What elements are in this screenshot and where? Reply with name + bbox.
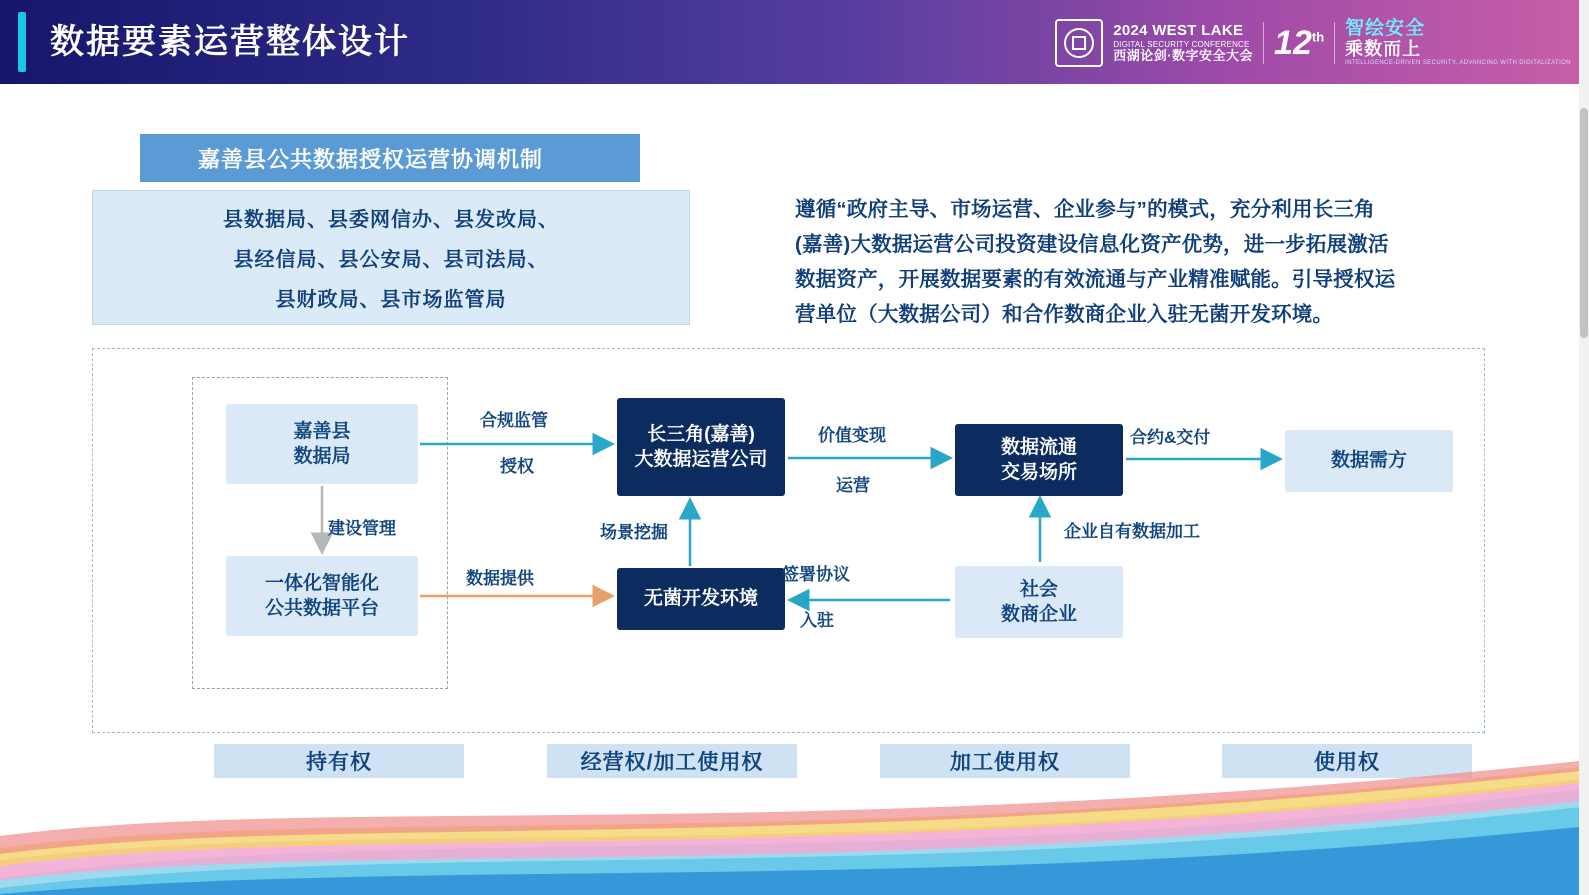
node-line-1: 社会: [1019, 578, 1058, 600]
slide-header: [0, 0, 1589, 84]
conference-logo-text: [1113, 22, 1253, 63]
slogan-line3: INTELLIGENCE-DRIVEN SECURITY, ADVANCING WITH DIGITALIZATION: [1345, 60, 1571, 67]
node-bigdata-operating-company[interactable]: [617, 398, 785, 496]
edge-label-authorize: 授权: [500, 457, 534, 476]
coordination-member-line: 县财政局、县市场监管局: [275, 289, 507, 311]
scrollbar-thumb[interactable]: [1580, 108, 1588, 338]
conference-logo: [1055, 14, 1571, 72]
edge-label-scene-mining: 场景挖掘: [600, 523, 668, 542]
edge-label-sign-agreement: 签署协议: [782, 565, 850, 584]
node-line-1: 数据需方: [1330, 450, 1407, 472]
intro-line-1: 遵循“政府主导、市场运营、企业参与”的模式，充分利用长三角: [795, 198, 1375, 221]
decorative-swoosh: [0, 760, 1589, 895]
node-line-1: 一体化智能化: [264, 572, 379, 594]
node-data-trading-venue[interactable]: [955, 424, 1123, 496]
vertical-scrollbar[interactable]: [1579, 0, 1589, 895]
node-line-2: 数商企业: [1000, 604, 1077, 625]
node-sterile-dev-environment[interactable]: [617, 568, 785, 630]
intro-line-3: 数据资产，开展数据要素的有效流通与产业精准赋能。引导授权运: [795, 268, 1396, 291]
node-social-data-enterprises[interactable]: [955, 566, 1123, 638]
logo-divider: [1263, 22, 1264, 64]
edge-label-value-realize: 价值变现: [818, 426, 886, 445]
slogan-line2: 乘数而上: [1345, 39, 1422, 60]
node-county-data-bureau[interactable]: [226, 404, 418, 484]
node-line-2: 公共数据平台: [264, 598, 379, 619]
edge-label-enter: 入驻: [800, 611, 834, 630]
node-line-2: 数据局: [293, 446, 351, 467]
node-line-2: 交易场所: [1000, 462, 1077, 483]
intro-paragraph: [795, 192, 1485, 332]
slogan-line1: 智绘安全: [1345, 18, 1426, 40]
edge-label-compliance: 合规监管: [480, 411, 548, 430]
edge-label-data-provide: 数据提供: [466, 569, 534, 588]
edge-label-operate: 运营: [836, 476, 870, 495]
intro-line-4: 营单位（大数据公司）和合作数商企业入驻无菌开发环境。: [795, 303, 1334, 326]
coordination-member-line: 县经信局、县公安局、县司法局、: [233, 249, 549, 271]
rights-chip: 经营权/加工使用权: [547, 744, 797, 778]
conference-slogan: [1345, 19, 1571, 66]
logo-divider-2: [1334, 22, 1335, 64]
conference-logo-en: 2024 WEST LAKE: [1113, 22, 1244, 40]
coordination-member-line: 县数据局、县委网信办、县发改局、: [223, 209, 559, 231]
intro-line-2: (嘉善)大数据运营公司投资建设信息化资产优势，进一步拓展激活: [795, 233, 1389, 256]
conference-emblem-icon: [1055, 19, 1103, 67]
node-line-2: 大数据运营公司: [634, 449, 768, 470]
rights-chip: 加工使用权: [880, 744, 1130, 778]
header-accent-bar: [18, 12, 26, 72]
coordination-members: [92, 190, 690, 325]
rights-chip: 使用权: [1222, 744, 1472, 778]
page-title: 数据要素运营整体设计: [50, 23, 410, 61]
coordination-title: 嘉善县公共数据授权运营协调机制: [140, 134, 640, 182]
conference-edition: 12th: [1274, 24, 1325, 62]
rights-chip: 持有权: [214, 744, 464, 778]
node-line-1: 嘉善县: [293, 420, 351, 442]
node-line-1: 无菌开发环境: [643, 588, 758, 610]
node-line-1: 长三角(嘉善): [647, 423, 755, 445]
node-public-data-platform[interactable]: [226, 556, 418, 636]
node-line-1: 数据流通: [1000, 436, 1077, 458]
conference-logo-sub-en: DIGITAL SECURITY CONFERENCE: [1113, 39, 1250, 49]
edge-label-contract-delivery: 合约&交付: [1130, 428, 1211, 447]
edge-label-build-manage: 建设管理: [328, 519, 396, 538]
node-data-demander[interactable]: [1285, 430, 1453, 492]
conference-logo-cn: 西湖论剑·数字安全大会: [1113, 47, 1254, 63]
edge-label-self-process: 企业自有数据加工: [1064, 522, 1200, 541]
